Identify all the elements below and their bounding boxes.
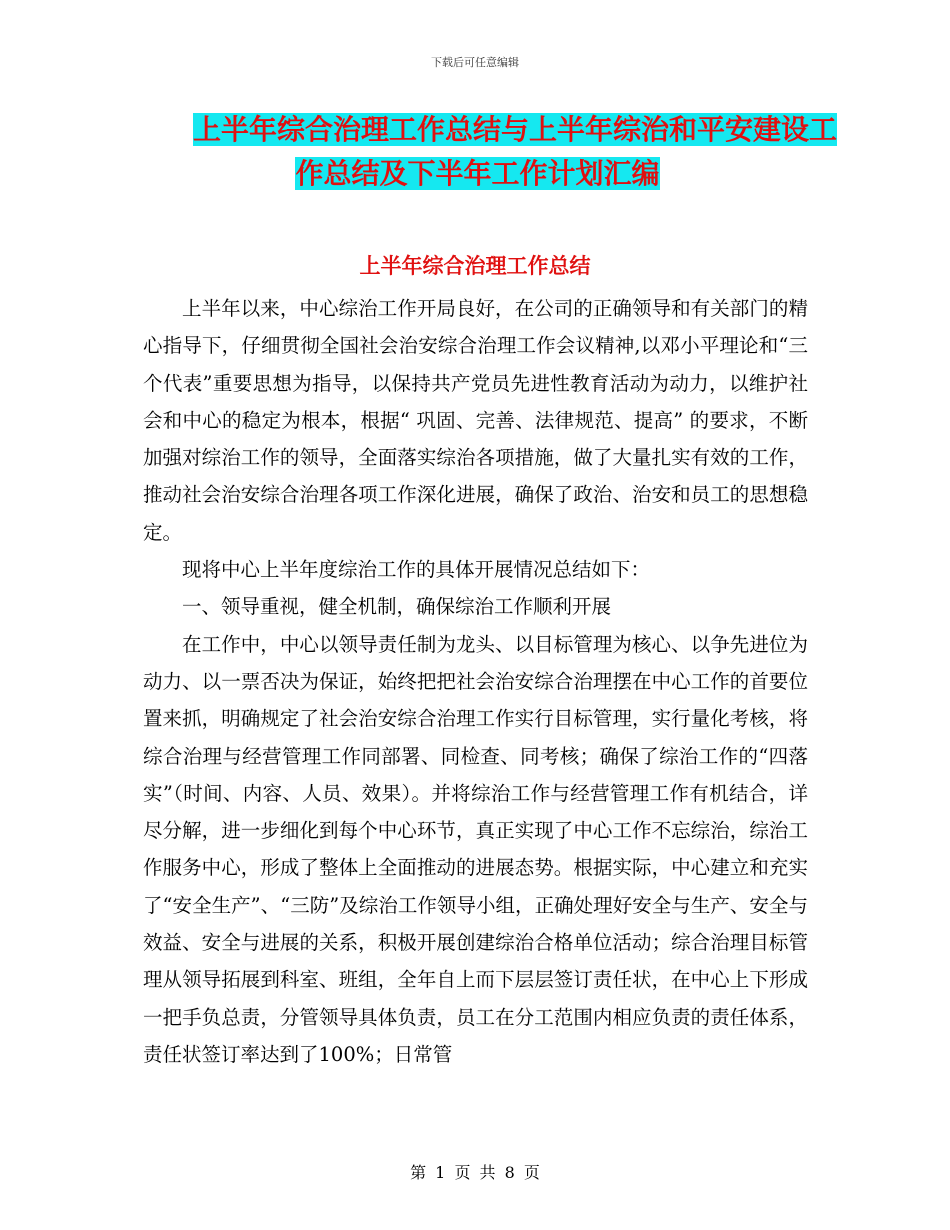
section-title: 上半年综合治理工作总结	[359, 254, 591, 278]
document-title-line-1: 上半年综合治理工作总结与上半年综治和平安建设工	[193, 113, 838, 146]
body-paragraph: 现将中心上半年度综治工作的具体开展情况总结如下：	[182, 558, 651, 582]
document-body	[143, 290, 808, 1073]
body-paragraph: 在工作中，中心以领导责任制为龙头、以目标管理为核心、以争先进位为动力、以一票否决为保证，始终把把社会治安综合治理摆在中心工作的首要位置来抓，明确规定了社会治安综合治理工作实行目标管理，实行量化考核，将综合治理与经营管理工作同部署、同检查、同考核；确保了综治工作的“四落实”（时间、内容、人员、效果）。并将综治工作与经营管理工作有机结合，详尽分解，进一步细化到每个中心环节，真正实现了中心工作不忘综治，综治工作服务中心，形成了整体上全面推动的进展态势。根据实际，中心建立和充实了“安全生产”、“三防”及综治工作领导小组，正确处理好安全与生产、安全与效益、安全与进展的关系，积极开展创建综治合格单位活动；综合治理目标管理从领导拓展到科室、班组，全年自上而下层层签订责任状，在中心上下形成一把手负总责，分管领导具体负责，员工在分工范围内相应负责的责任体系，责任状签订率达到了100%；日常管	[143, 632, 808, 1066]
page-number: 第 1 页 共 8 页	[410, 1163, 540, 1182]
document-title	[145, 108, 838, 196]
body-paragraph: 上半年以来，中心综治工作开局良好，在公司的正确领导和有关部门的精心指导下，仔细贯彻全国社会治安综合治理工作会议精神,以邓小平理论和“三个代表”重要思想为指导，以保持共产党员先进性教育活动为动力，以维护社会和中心的稳定为根本，根据“ 巩固、完善、法律规范、提高” 的要求，不断加强对综治工作的领导，全面落实综治各项措施，做了大量扎实有效的工作，推动社会治安综合治理各项工作深化进展，确保了政治、治安和员工的思想稳定。	[143, 297, 808, 544]
page-header-note: 下载后可任意编辑	[431, 56, 519, 69]
body-paragraph-heading: 一、领导重视，健全机制，确保综治工作顺利开展	[182, 595, 612, 619]
document-title-line-2: 作总结及下半年工作计划汇编	[295, 157, 660, 190]
